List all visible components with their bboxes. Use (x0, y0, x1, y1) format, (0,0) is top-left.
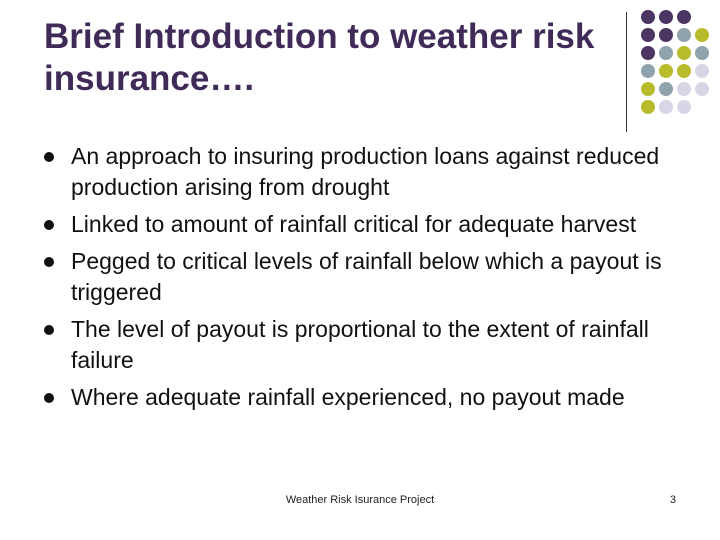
decor-dot (641, 28, 655, 42)
bullet-marker-icon (44, 257, 54, 267)
bullet-marker-icon (44, 152, 54, 162)
decor-dot (659, 46, 673, 60)
decor-dot (641, 46, 655, 60)
bullet-item (44, 382, 664, 413)
decor-dot (695, 46, 709, 60)
bullet-marker-icon (44, 220, 54, 230)
decor-dot (659, 100, 673, 114)
decor-dot (677, 28, 691, 42)
bullet-item (44, 209, 664, 240)
decor-dot (659, 28, 673, 42)
decor-dot (641, 100, 655, 114)
bullet-text: Where adequate rainfall experienced, no payout made (71, 384, 625, 410)
slide-footer: Weather Risk Isurance Project (285, 494, 435, 506)
decor-dot (695, 28, 709, 42)
bullet-text: Linked to amount of rainfall critical for adequate harvest (71, 211, 637, 237)
decor-dot (695, 82, 709, 96)
decor-dot (659, 82, 673, 96)
bullet-text: Pegged to critical levels of rainfall below which a payout is triggered (71, 248, 662, 305)
decor-dot (659, 10, 673, 24)
decor-dot (677, 64, 691, 78)
bullet-list (44, 141, 664, 419)
bullet-item (44, 141, 664, 203)
decor-dot (695, 64, 709, 78)
bullet-marker-icon (44, 393, 54, 403)
title-divider-line (626, 12, 627, 132)
bullet-item (44, 246, 664, 308)
bullet-item (44, 314, 664, 376)
decor-dot (641, 82, 655, 96)
decor-dot (641, 10, 655, 24)
decor-dot (677, 100, 691, 114)
bullet-text: The level of payout is proportional to the extent of rainfall failure (71, 316, 649, 373)
bullet-marker-icon (44, 325, 54, 335)
bullet-text: An approach to insuring production loans against reduced production arising from drought (71, 143, 660, 200)
slide-title: Brief Introduction to weather risk insurance…. (44, 17, 595, 98)
decor-dot (659, 64, 673, 78)
decor-dot (677, 46, 691, 60)
decor-dot (677, 82, 691, 96)
decor-dot (641, 64, 655, 78)
page-number: 3 (669, 494, 676, 506)
decor-dot (677, 10, 691, 24)
